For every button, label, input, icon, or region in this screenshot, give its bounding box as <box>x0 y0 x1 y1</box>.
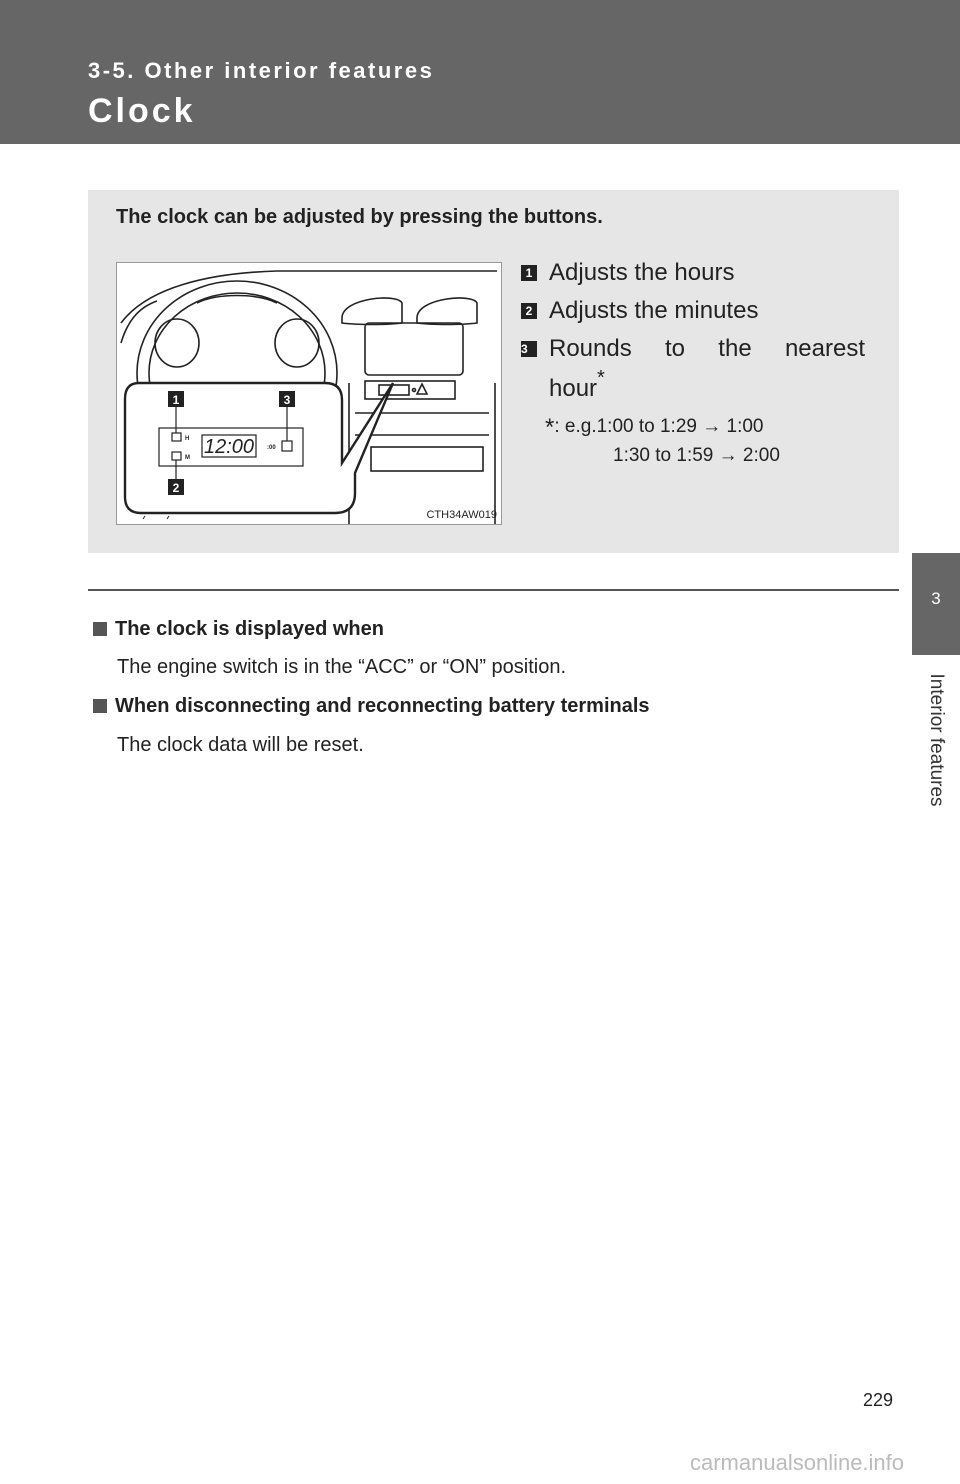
callout-text: Adjusts the minutes <box>549 297 759 324</box>
callout-number: 1 <box>521 265 537 281</box>
section-body: The clock data will be reset. <box>117 734 364 756</box>
callout-text: Rounds to the nearest <box>549 335 865 362</box>
callout-list <box>521 254 865 408</box>
callout-item <box>521 254 865 292</box>
chapter-label: Interior features <box>926 673 947 807</box>
footnote-mark: * <box>597 367 605 389</box>
footnote <box>545 410 780 470</box>
callout-item <box>521 292 865 330</box>
summary-box <box>88 190 899 553</box>
marker-3 <box>279 391 295 407</box>
page-title: Clock <box>88 92 196 130</box>
chapter-tab <box>912 553 960 655</box>
svg-text:2: 2 <box>172 481 180 495</box>
marker-2 <box>168 479 184 495</box>
section-body: The engine switch is in the “ACC” or “ON” position. <box>117 656 567 678</box>
watermark: carmanualsonline.info <box>690 1450 905 1475</box>
marker-1 <box>168 391 184 407</box>
bullet-square-icon <box>93 622 107 636</box>
chapter-number: 3 <box>931 589 941 608</box>
illustration-code: CTH34AW019 <box>426 509 497 521</box>
callout-text: Adjusts the hours <box>549 259 735 286</box>
round-button-label: :00 <box>267 445 276 451</box>
svg-text:3: 3 <box>283 393 291 407</box>
section-title: 3-5. Other interior features <box>88 58 435 83</box>
section-heading: The clock is displayed when <box>93 618 384 641</box>
footnote-star: * <box>545 414 555 441</box>
clock-display-time: 12:00 <box>203 436 255 458</box>
divider <box>88 589 899 591</box>
callout-number: 2 <box>521 303 537 319</box>
footnote-line-1: : e.g.1:00 to 1:29 → 1:00 <box>554 416 764 437</box>
svg-text:1: 1 <box>172 393 180 407</box>
callout-number: 3 <box>521 341 537 357</box>
page-header <box>0 0 960 144</box>
section-heading: When disconnecting and reconnecting battery terminals <box>93 695 650 718</box>
hour-button-label: H <box>185 436 190 442</box>
page-number: 229 <box>863 1390 894 1410</box>
footnote-line-2: 1:30 to 1:59 → 2:00 <box>613 445 780 466</box>
bullet-square-icon <box>93 699 107 713</box>
callout-text-cont: hour <box>549 375 598 402</box>
callout-continuation <box>521 362 865 408</box>
box-intro: The clock can be adjusted by pressing the buttons. <box>116 206 603 228</box>
clock-illustration <box>116 262 502 525</box>
dashboard-drawing <box>117 263 501 524</box>
minute-button-label: M <box>185 455 190 461</box>
